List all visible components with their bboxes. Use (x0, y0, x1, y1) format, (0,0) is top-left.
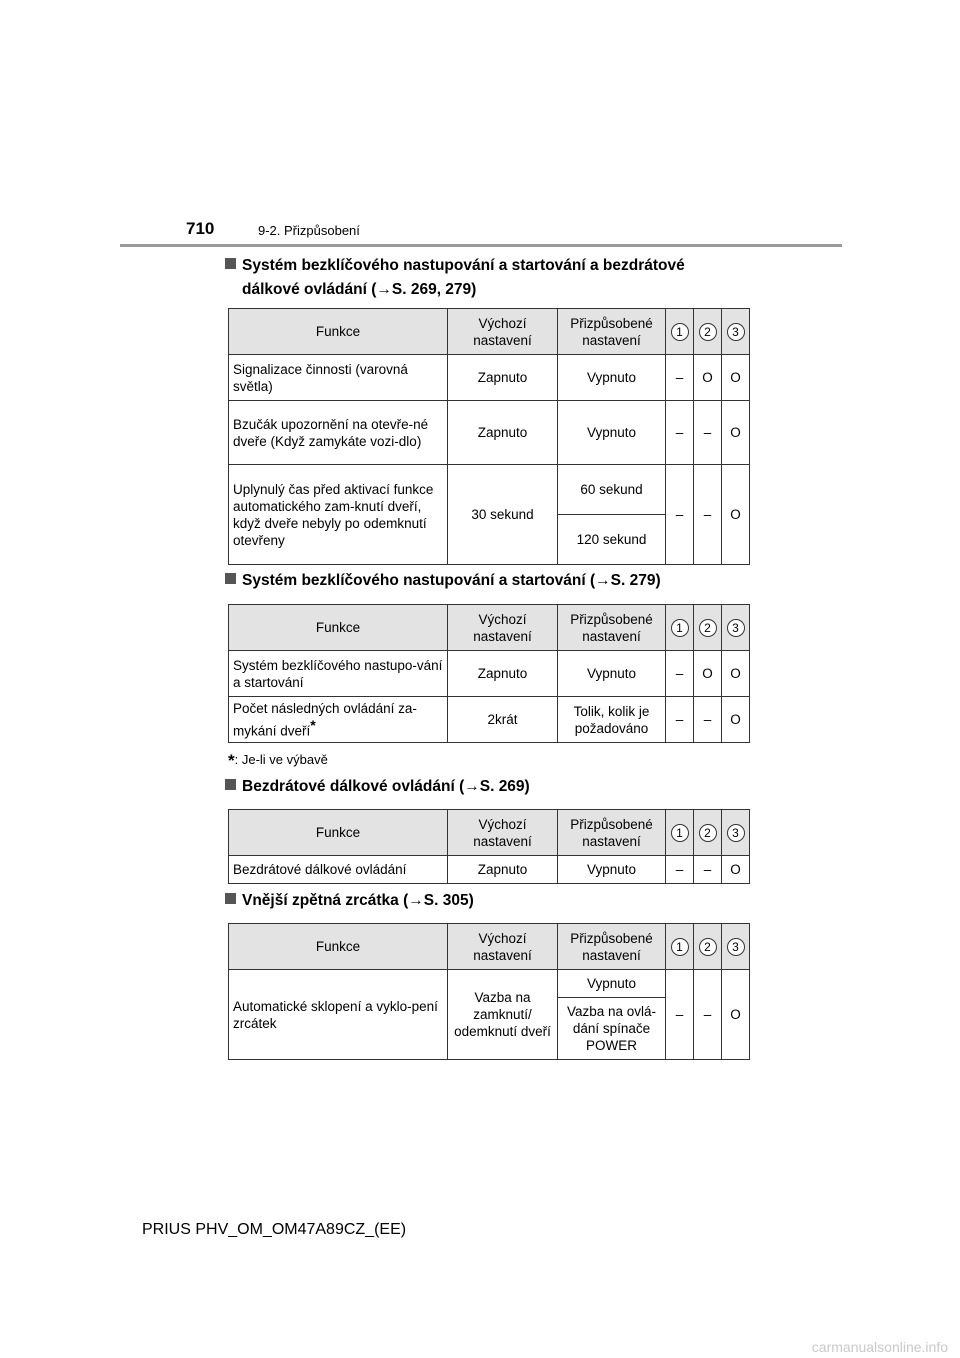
circled-3-icon: 3 (727, 323, 745, 341)
section-heading-keyless-and-remote (225, 254, 749, 302)
cell-funkce: Automatické sklopení a vyklo-pení zrcátek (229, 970, 448, 1060)
cell-funkce: Uplynulý čas před aktivací funkce automatického zam-knutí dveří, když dveře nebyly po odemknutí otevřeny (229, 465, 448, 565)
cell-c3: O (722, 856, 750, 884)
cell-c2: – (694, 697, 722, 743)
cell-c2: O (694, 651, 722, 697)
cell-vychozi: 30 sekund (448, 465, 558, 565)
footnote (228, 751, 328, 771)
cell-prizpusobene-option-1: 60 sekund (558, 465, 666, 515)
settings-table-mirrors (228, 923, 750, 1060)
cell-c2: – (694, 401, 722, 465)
settings-table-keyless-and-remote (228, 308, 750, 565)
cell-c1: – (666, 465, 694, 565)
cell-funkce (229, 697, 448, 743)
circled-1-icon: 1 (671, 619, 689, 637)
cell-c3: O (722, 355, 750, 401)
cell-c3: O (722, 465, 750, 565)
cell-c3: O (722, 970, 750, 1060)
circled-1-icon: 1 (671, 938, 689, 956)
header-col-3 (722, 924, 750, 970)
table-row (229, 856, 750, 884)
cell-prizpusobene: Vypnuto (558, 651, 666, 697)
cell-c1: – (666, 401, 694, 465)
cell-prizpusobene: Vypnuto (558, 355, 666, 401)
circled-2-icon: 2 (699, 323, 717, 341)
cell-vychozi: Zapnuto (448, 355, 558, 401)
cell-prizpusobene: Vypnuto (558, 401, 666, 465)
header-col-1 (666, 924, 694, 970)
table-row (229, 401, 750, 465)
cell-c1: – (666, 651, 694, 697)
footnote-mark: * (310, 716, 316, 733)
heading-text: Bezdrátové dálkové ovládání (→S. 269) (242, 778, 530, 795)
cell-vychozi: Zapnuto (448, 651, 558, 697)
header-prizpusobene: Přizpůsobené nastavení (558, 309, 666, 355)
cell-c1: – (666, 697, 694, 743)
table-header-row (229, 605, 750, 651)
funkce-text: Počet následných ovládání za-mykání dveří (233, 700, 417, 739)
header-col-1 (666, 605, 694, 651)
cell-c1: – (666, 970, 694, 1060)
circled-3-icon: 3 (727, 824, 745, 842)
cell-vychozi: 2krát (448, 697, 558, 743)
header-vychozi: Výchozí nastavení (448, 924, 558, 970)
cell-c2: O (694, 355, 722, 401)
cell-c1: – (666, 856, 694, 884)
cell-c1: – (666, 355, 694, 401)
table-row (229, 651, 750, 697)
header-col-1 (666, 810, 694, 856)
header-col-3 (722, 810, 750, 856)
cell-c2: – (694, 970, 722, 1060)
cell-funkce: Bezdrátové dálkové ovládání (229, 856, 448, 884)
header-vychozi: Výchozí nastavení (448, 309, 558, 355)
heading-text-continued: dálkové ovládání (→S. 269, 279) (242, 281, 477, 298)
header-funkce: Funkce (229, 605, 448, 651)
cell-c2: – (694, 465, 722, 565)
cell-vychozi: Zapnuto (448, 856, 558, 884)
bullet-square-icon (225, 573, 236, 584)
header-prizpusobene: Přizpůsobené nastavení (558, 924, 666, 970)
cell-prizpusobene-option-1: Vypnuto (558, 970, 666, 998)
header-col-2 (694, 309, 722, 355)
cell-prizpusobene: Tolik, kolik je požadováno (558, 697, 666, 743)
table-header-row (229, 924, 750, 970)
document-footer: PRIUS PHV_OM_OM47A89CZ_(EE) (142, 1221, 407, 1238)
section-heading-keyless (225, 569, 749, 593)
table-row (229, 355, 750, 401)
heading-text: Systém bezklíčového nastupování a startování a bezdrátové (242, 257, 685, 274)
header-col-3 (722, 309, 750, 355)
circled-1-icon: 1 (671, 824, 689, 842)
header-col-2 (694, 605, 722, 651)
cell-funkce: Systém bezklíčového nastupo-vání a startování (229, 651, 448, 697)
circled-2-icon: 2 (699, 824, 717, 842)
circled-3-icon: 3 (727, 938, 745, 956)
circled-2-icon: 2 (699, 938, 717, 956)
section-label: 9-2. Přizpůsobení (258, 223, 360, 238)
cell-c3: O (722, 697, 750, 743)
header-col-2 (694, 924, 722, 970)
table-header-row (229, 309, 750, 355)
header-vychozi: Výchozí nastavení (448, 810, 558, 856)
header-funkce: Funkce (229, 309, 448, 355)
header-divider (120, 244, 842, 247)
circled-1-icon: 1 (671, 323, 689, 341)
section-heading-mirrors (225, 889, 749, 913)
footnote-mark: * (228, 751, 235, 770)
cell-vychozi: Zapnuto (448, 401, 558, 465)
cell-prizpusobene-option-2: Vazba na ovlá-dání spínače POWER (558, 998, 666, 1060)
cell-c3: O (722, 401, 750, 465)
cell-funkce: Bzučák upozornění na otevře-né dveře (Když zamykáte vozi-dlo) (229, 401, 448, 465)
header-prizpusobene: Přizpůsobené nastavení (558, 810, 666, 856)
circled-2-icon: 2 (699, 619, 717, 637)
bullet-square-icon (225, 779, 236, 790)
cell-prizpusobene-option-2: 120 sekund (558, 515, 666, 565)
circled-3-icon: 3 (727, 619, 745, 637)
table-row (229, 465, 750, 515)
cell-funkce: Signalizace činnosti (varovná světla) (229, 355, 448, 401)
heading-text: Systém bezklíčového nastupování a startování (→S. 279) (242, 572, 661, 589)
settings-table-remote (228, 809, 750, 884)
settings-table-keyless (228, 604, 750, 743)
cell-c3: O (722, 651, 750, 697)
header-funkce: Funkce (229, 924, 448, 970)
table-row (229, 697, 750, 743)
page-number: 710 (186, 219, 215, 238)
footnote-text: : Je-li ve výbavě (234, 752, 328, 767)
cell-vychozi: Vazba na zamknutí/ odemknutí dveří (448, 970, 558, 1060)
watermark: carmanualsonline.info (811, 1339, 948, 1355)
header-prizpusobene: Přizpůsobené nastavení (558, 605, 666, 651)
bullet-square-icon (225, 893, 236, 904)
cell-prizpusobene: Vypnuto (558, 856, 666, 884)
table-header-row (229, 810, 750, 856)
cell-c2: – (694, 856, 722, 884)
header-col-1 (666, 309, 694, 355)
header-col-3 (722, 605, 750, 651)
header-col-2 (694, 810, 722, 856)
table-row (229, 970, 750, 998)
heading-text: Vnější zpětná zrcátka (→S. 305) (242, 892, 474, 909)
header-vychozi: Výchozí nastavení (448, 605, 558, 651)
header-funkce: Funkce (229, 810, 448, 856)
bullet-square-icon (225, 258, 236, 269)
section-heading-remote (225, 775, 749, 799)
